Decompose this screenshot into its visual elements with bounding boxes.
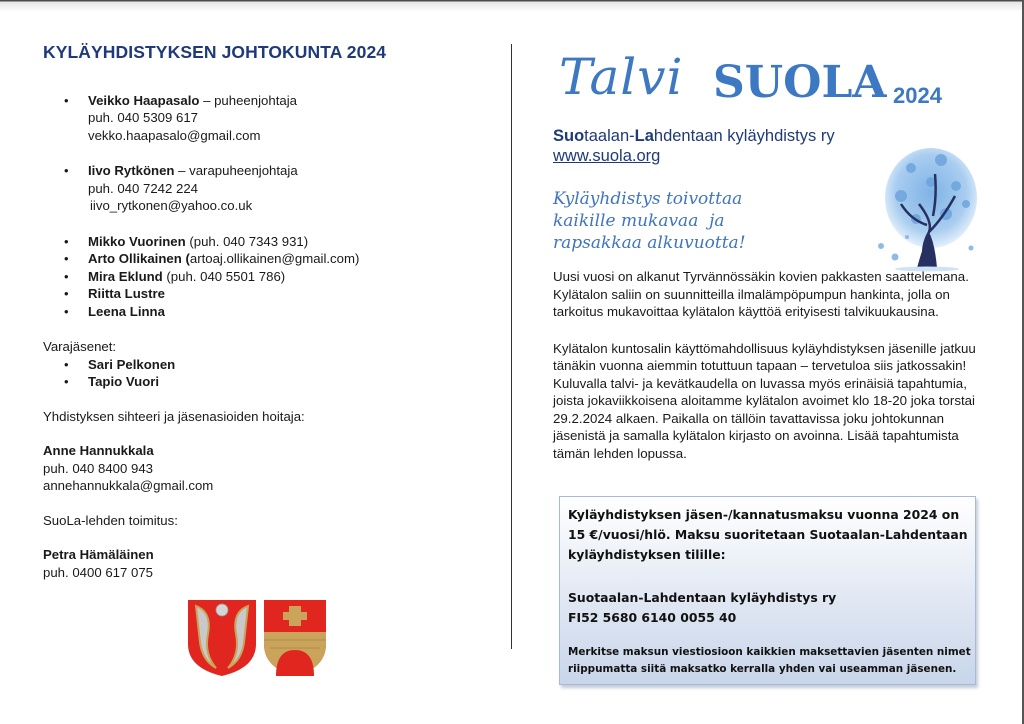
secretary-email[interactable]: annehannukkala@gmail.com [43,478,214,493]
member-detail: (puh. 040 5501 786) [162,268,286,284]
coat-of-arms-bridge-icon [262,598,328,678]
column-divider [511,44,512,649]
member-name: Iivo Rytkönen [88,163,175,178]
greeting-line: Kyläyhdistys toivottaa [553,189,743,209]
account-info [568,588,836,628]
greeting-line: kaikille mukavaa ja [553,211,725,231]
assoc-taalan: taalan- [584,127,635,145]
board-member-chair [43,92,483,145]
editor-label: SuoLa-lehden toimitus: [43,512,178,528]
coat-of-arms-fish-icon [186,598,258,678]
deputy-name: Tapio Vuori [88,374,160,389]
right-column [553,50,993,462]
membership-fee-box [559,496,976,685]
member-detail: (puh. 040 7343 931) [185,233,309,249]
paragraph-news: Uusi vuosi on alkanut Tyrvännössäkin kovien pakkasten saattelemana. Kylätalon saliin on suunnitteilla ilmalämpöpumpun hankinta, jolla on tarkoitus mukavoittaa kylätalon käyttöä erityisesti talvikuukausina. [553,269,969,319]
account-name: Suotaalan-Lahdentaan kyläyhdistys ry [568,590,837,605]
member-email[interactable]: vekko.haapasalo@gmail.com [88,127,261,143]
editor-phone: puh. 0400 617 075 [43,564,154,580]
list-item [43,233,483,251]
list-item [43,373,483,391]
list-item [43,356,483,374]
member-name: Arto Ollikainen ( [88,251,190,266]
member-name: Mira Eklund [88,268,163,284]
member-name: Riitta Lustre [88,286,165,301]
list-item [43,303,483,321]
masthead-suola: SUOLA [713,57,887,108]
member-role: – varapuheenjohtaja [174,163,298,178]
account-iban: FI52 5680 6140 0055 40 [568,610,737,625]
member-phone: puh. 040 7242 224 [88,180,199,196]
list-item [43,250,483,268]
list-item [43,285,483,303]
board-member-vice-chair [43,162,483,215]
board-list-2 [43,162,483,215]
member-list [43,233,483,321]
left-column [43,44,483,581]
member-detail[interactable]: artoaj.ollikainen@gmail.com) [189,251,360,266]
editor-name: Petra Hämäläinen [43,547,154,562]
secretary-name: Anne Hannukkala [43,443,154,458]
greeting-line: rapsakkaa alkuvuotta! [553,233,746,253]
board-title: KYLÄYHDISTYKSEN JOHTOKUNTA 2024 [43,42,387,62]
payment-note: Merkitse maksun viestiosioon kaikkien maksettavien jäsenten nimet riippumatta siitä maksatko kerralla yhden vai useamman jäsenen. [568,646,971,675]
fee-text: Kyläyhdistyksen jäsen-/kannatusmaksu vuonna 2024 on 15 €/vuosi/hlö. Maksu suoritetaan Suotaalan-Lahdentaan kyläyhdistyksen tilille: [568,507,968,562]
masthead-talvi: Talvi [559,48,684,106]
member-name: Leena Linna [88,303,165,319]
deputies-list [43,356,483,391]
member-name: Veikko Haapasalo [88,92,200,108]
member-name: Mikko Vuorinen [88,233,186,249]
deputy-name: Sari Pelkonen [88,356,176,372]
assoc-suo: Suo [553,127,585,145]
paragraph-events: Kylätalon kuntosalin käyttömahdollisuus kyläyhdistyksen jäsenille jatkuu tänäkin vuonna aiemmin totuttuun tapaan – tervetuloa siis jatkossakin! Kuluvalla talvi- ja kevätkaudella on luvassa myös erinäisiä tapahtumia, joista jokaviikkoisena aloitamme kylätalon avoimet klo 18-20 joka torstai 29.2.2024 alkaen. Paikalla on tällöin tavattavissa joku johtokunnan jäsenistä ja samalla kylätalon kirjasto on avoinna. Lisää tapahtumista tämän lehden lopussa. [553,340,976,461]
assoc-la: La [634,127,654,145]
list-item [43,268,483,286]
board-list [43,92,483,145]
member-role: – puheenjohtaja [199,92,297,108]
window-top-edge [0,0,1024,12]
masthead [553,50,993,110]
secretary-label: Yhdistyksen sihteeri ja jäsenasioiden hoitaja: [43,408,305,424]
masthead-year: 2024 [893,83,942,108]
secretary-phone: puh. 040 8400 943 [43,460,154,476]
winter-tree-icon [871,140,981,272]
member-email[interactable]: iivo_rytkonen@yahoo.co.uk [90,198,253,213]
member-phone: puh. 040 5309 617 [88,110,199,125]
website-link[interactable]: www.suola.org [553,147,661,165]
assoc-rest: hdentaan kyläyhdistys ry [653,127,835,145]
deputies-label: Varajäsenet: [43,339,117,354]
